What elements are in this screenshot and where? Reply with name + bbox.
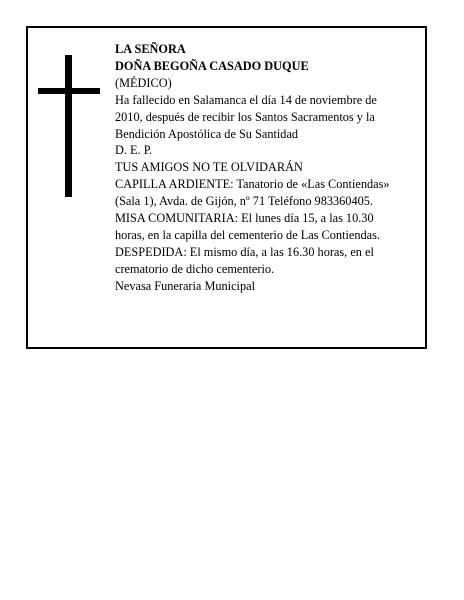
deceased-name: DOÑA BEGOÑA CASADO DUQUE: [115, 58, 309, 73]
cross-horizontal-bar: [38, 88, 100, 94]
chapel-line: CAPILLA ARDIENTE: Tanatorio de «Las Contiendas»: [115, 177, 390, 192]
chapel-paragraph: [115, 176, 415, 210]
passing-paragraph: [115, 92, 415, 143]
notice-heading: LA SEÑORA: [115, 42, 186, 56]
mass-line: MISA COMUNITARIA: El lunes día 15, a las 10.30: [115, 211, 374, 226]
mass-paragraph: [115, 210, 415, 244]
passing-line: 2010, después de recibir los Santos Sacramentos y la: [115, 109, 375, 124]
farewell-line: crematorio de dicho cementerio.: [115, 261, 275, 276]
farewell-line: DESPEDIDA: El mismo día, a las 16.30 horas, en el: [115, 244, 374, 259]
farewell-paragraph: [115, 244, 415, 278]
cross-icon: [38, 55, 100, 197]
chapel-line: (Sala 1), Avda. de Gijón, nº 71 Teléfono 983360405.: [115, 194, 373, 209]
funeral-home: Nevasa Funeraria Municipal: [115, 278, 255, 293]
profession: (MÉDICO): [115, 75, 172, 90]
passing-line: Bendición Apostólica de Su Santidad: [115, 126, 299, 141]
dep-line: D. E. P.: [115, 143, 153, 158]
friends-line: TUS AMIGOS NO TE OLVIDARÁN: [115, 160, 303, 175]
passing-line: Ha fallecido en Salamanca el día 14 de noviembre de: [115, 92, 377, 107]
cross-vertical-bar: [65, 55, 72, 197]
notice-text: [115, 41, 415, 295]
mass-line: horas, en la capilla del cementerio de Las Contiendas.: [115, 227, 380, 242]
obituary-notice: [26, 26, 427, 349]
